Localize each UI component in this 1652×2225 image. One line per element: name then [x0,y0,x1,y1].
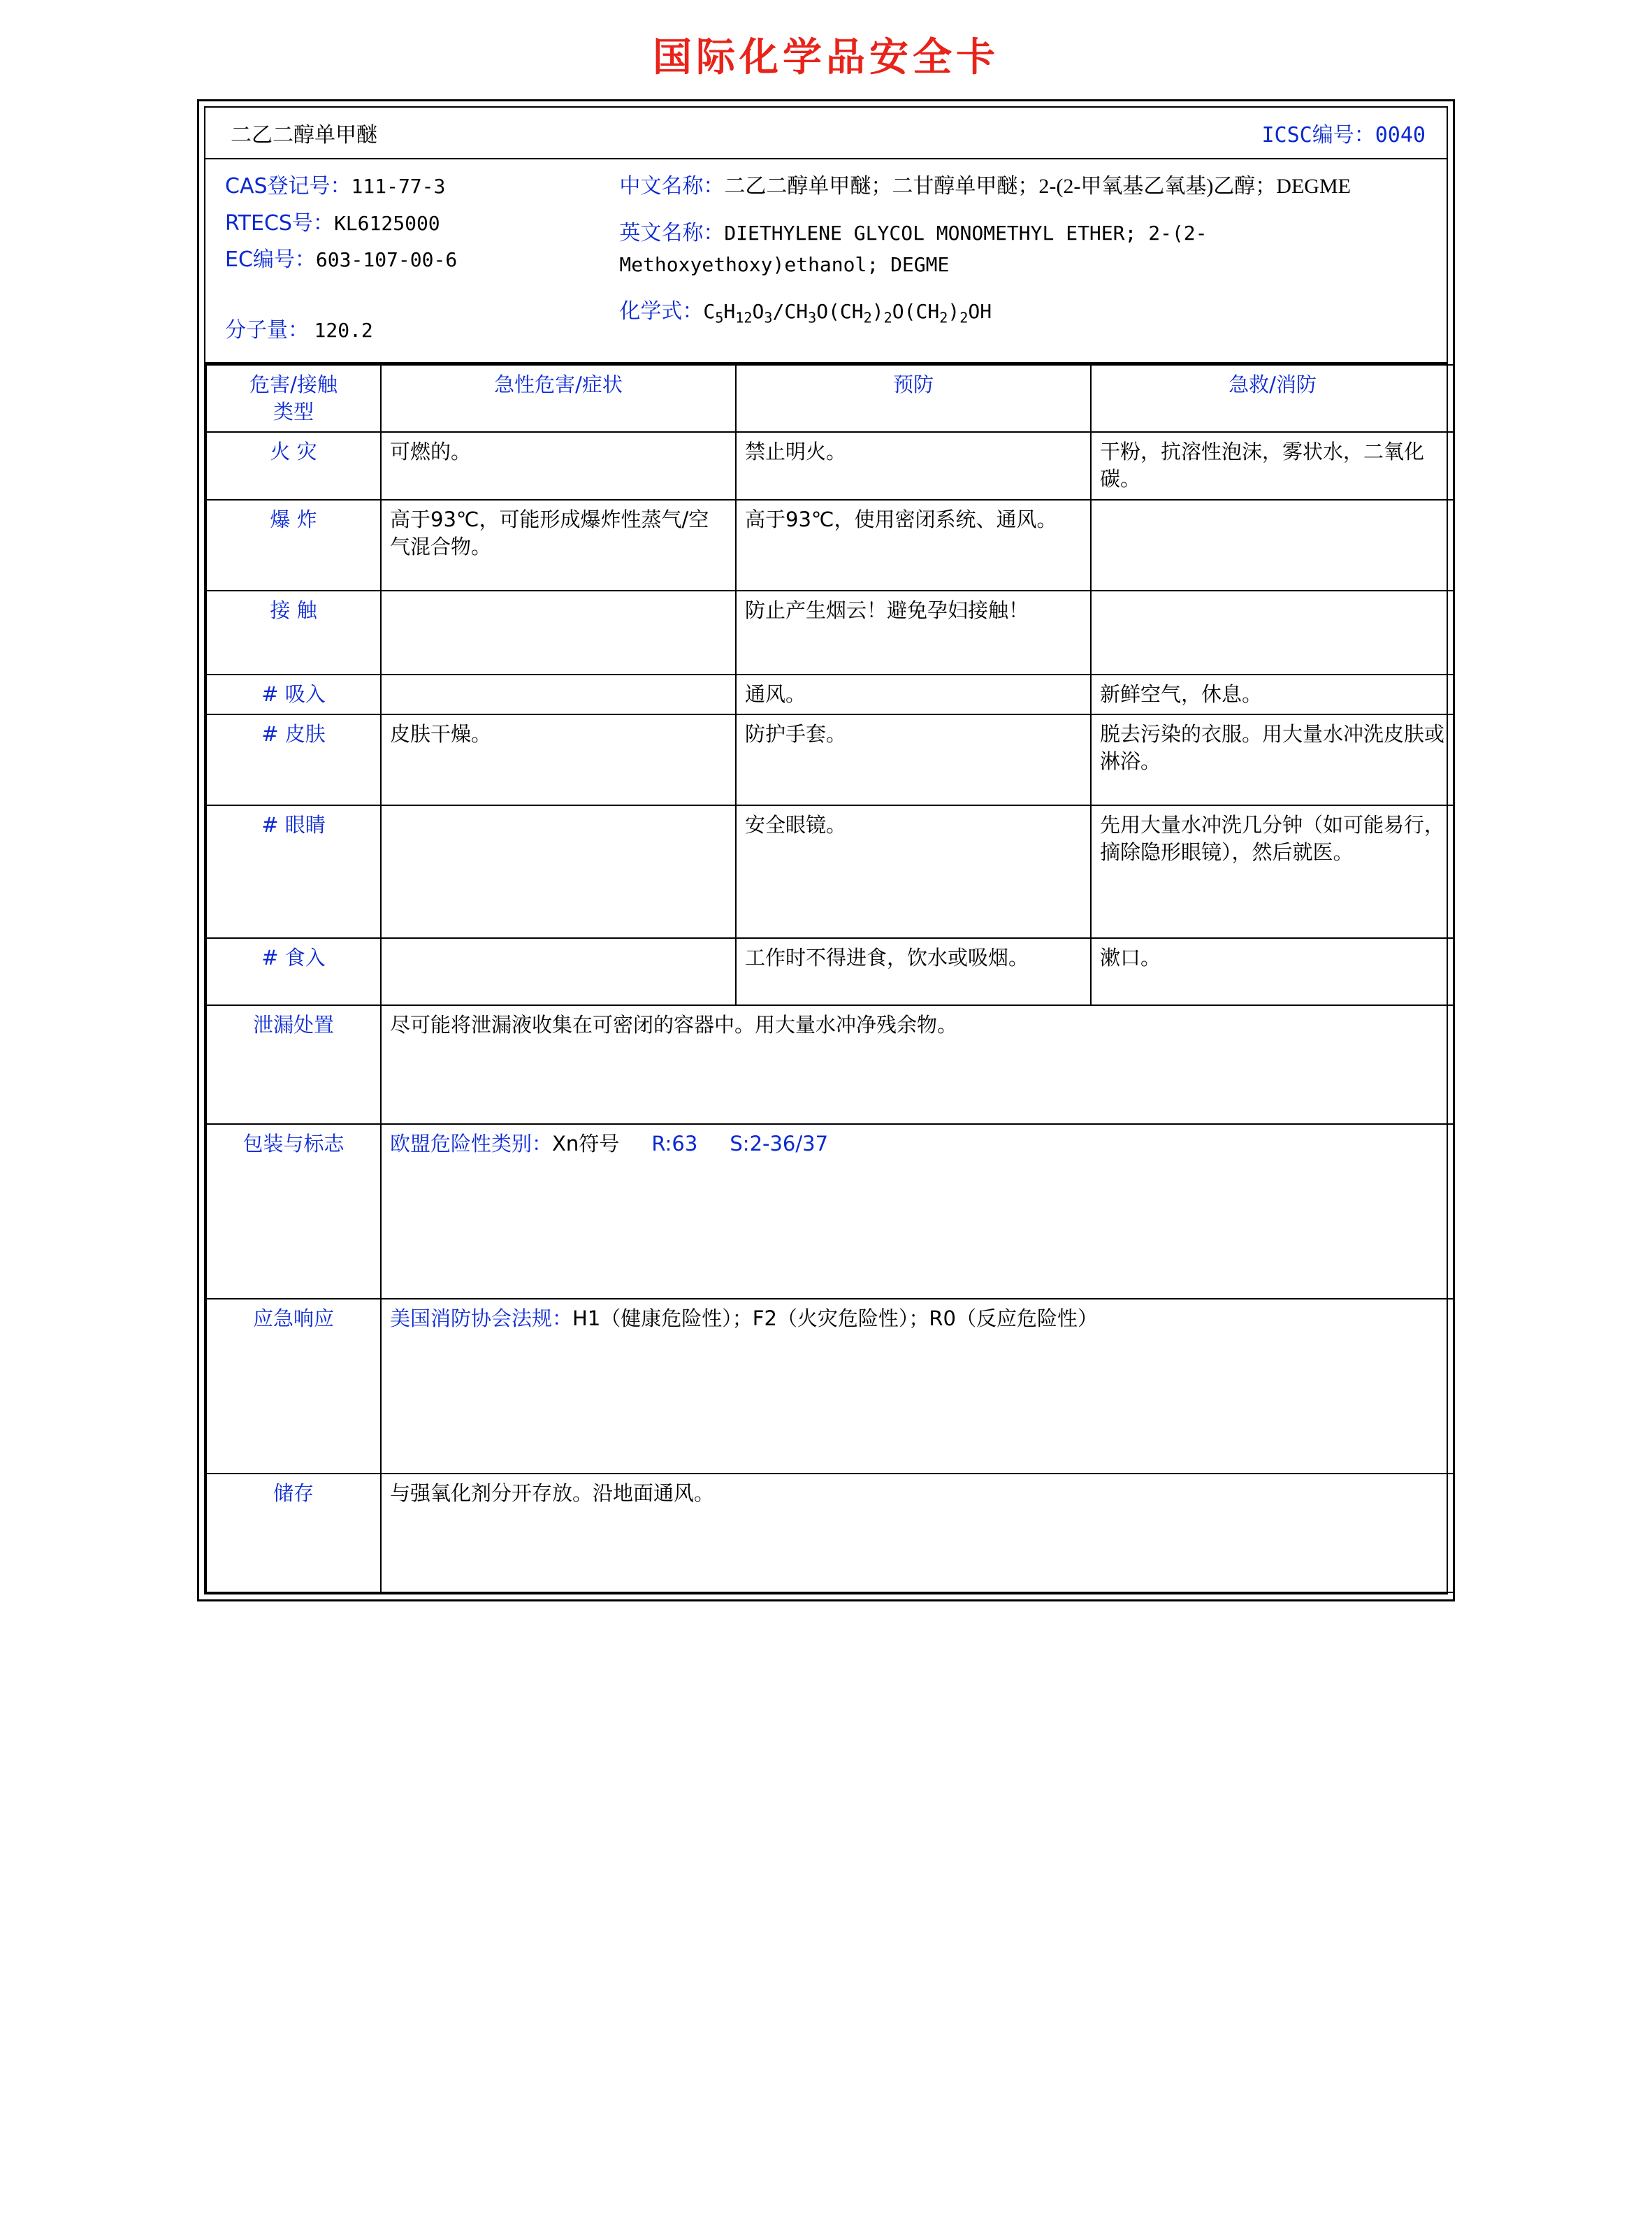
table-row [206,500,1454,591]
cell-explosion-symptoms: 高于93℃，可能形成爆炸性蒸气/空气混合物。 [381,500,736,591]
column-header-firstaid: 急救/消防 [1091,365,1454,432]
table-row-spill [206,1005,1454,1124]
cell-exposure-symptoms [381,591,736,675]
nfpa-value: H1（健康危险性）；F2（火灾危险性）；R0（反应危险性） [572,1306,1099,1330]
cell-eyes-symptoms [381,805,736,938]
hazards-table [205,364,1455,1593]
nfpa-label: 美国消防协会法规： [390,1306,573,1330]
safety-card-frame [197,99,1455,1601]
chinese-name-label: 中文名称： [619,174,725,199]
molecular-weight-label: 分子量： [225,317,309,343]
s-phrases: S:2-36/37 [730,1131,829,1155]
cell-explosion-prevention: 高于93℃，使用密闭系统、通风。 [736,500,1091,591]
r-phrases: R:63 [651,1131,698,1155]
row-label-fire: 火 灾 [206,432,381,499]
row-label-inhalation: # 吸入 [206,675,381,714]
cell-fire-symptoms: 可燃的。 [381,432,736,499]
cell-inhalation-symptoms [381,675,736,714]
cell-eyes-firstaid: 先用大量水冲洗几分钟（如可能易行，摘除隐形眼镜），然后就医。 [1091,805,1454,938]
identification-left [205,159,615,358]
table-row-emergency [206,1299,1454,1474]
cell-skin-prevention: 防护手套。 [736,714,1091,805]
chinese-name-value: 二乙二醇单甲醚；二甘醇单甲醚；2-(2-甲氧基乙氧基)乙醇；DEGME [724,175,1351,198]
row-label-exposure: 接 触 [206,591,381,675]
icsc-number-block [1255,108,1447,158]
cell-fire-firstaid: 干粉，抗溶性泡沫，雾状水，二氧化碳。 [1091,432,1454,499]
table-row [206,805,1454,938]
table-row-packaging [206,1124,1454,1299]
row-label-emergency: 应急响应 [206,1299,381,1474]
rtecs-value: KL6125000 [333,211,440,235]
cas-label: CAS登记号： [225,174,352,199]
formula-value: $C_5H_{12}O_3/CH_3O(CH_2)_2O(CH_2)_2OH$ [703,300,992,326]
cell-emergency-text [381,1299,1454,1474]
eu-class-value: Xn符号 [552,1131,620,1155]
column-header-type-line2: 类型 [273,400,314,424]
cell-explosion-firstaid [1091,500,1454,591]
row-label-eyes: # 眼睛 [206,805,381,938]
english-name-value: DIETHYLENE GLYCOL MONOMETHYL ETHER; 2-(2-Methoxyethoxy)ethanol; DEGME [619,222,1208,276]
cell-ingestion-symptoms [381,938,736,1005]
row-label-explosion: 爆 炸 [206,500,381,591]
cell-exposure-firstaid [1091,591,1454,675]
cell-skin-symptoms: 皮肤干燥。 [381,714,736,805]
row-label-spill: 泄漏处置 [206,1005,381,1124]
cell-eyes-prevention: 安全眼镜。 [736,805,1091,938]
column-header-type [206,365,381,432]
cell-inhalation-firstaid: 新鲜空气，休息。 [1091,675,1454,714]
table-row [206,714,1454,805]
cell-inhalation-prevention: 通风。 [736,675,1091,714]
cas-value: 111-77-3 [351,175,446,198]
cas-row [225,171,608,203]
ec-label: EC编号： [225,247,316,272]
ec-value: 603-107-00-6 [315,248,458,271]
identification-right [615,159,1447,358]
column-header-type-line1: 危害/接触 [249,373,338,396]
table-row [206,591,1454,675]
cell-ingestion-prevention: 工作时不得进食，饮水或吸烟。 [736,938,1091,1005]
cell-skin-firstaid: 脱去污染的衣服。用大量水冲洗皮肤或淋浴。 [1091,714,1454,805]
rtecs-label: RTECS号： [225,210,334,236]
safety-card-inner-frame [204,106,1448,1594]
table-row [206,938,1454,1005]
english-name-row [619,217,1428,280]
cell-storage-text: 与强氧化剂分开存放。沿地面通风。 [381,1474,1454,1592]
formula-row [619,296,1428,329]
cell-ingestion-firstaid: 漱口。 [1091,938,1454,1005]
molecular-weight-value: 120.2 [314,318,373,342]
page-bottom-spacer [0,1601,1652,1685]
molecular-weight-row [225,315,608,347]
identification-spacer [225,281,608,315]
row-label-packaging: 包装与标志 [206,1124,381,1299]
cell-fire-prevention: 禁止明火。 [736,432,1091,499]
row-label-storage: 储存 [206,1474,381,1592]
table-row [206,432,1454,499]
row-label-skin: # 皮肤 [206,714,381,805]
table-row-storage [206,1474,1454,1592]
column-header-prevention: 预防 [736,365,1091,432]
page-title: 国际化学品安全卡 [653,35,999,80]
icsc-number: 0040 [1375,123,1426,147]
eu-class-label: 欧盟危险性类别： [390,1131,553,1155]
column-header-symptoms: 急性危害/症状 [381,365,736,432]
cell-spill-text: 尽可能将泄漏液收集在可密闭的容器中。用大量水冲净残余物。 [381,1005,1454,1124]
substance-name: 二乙二醇单甲醚 [231,123,377,147]
formula-label: 化学式： [619,299,704,324]
row-label-ingestion: # 食入 [206,938,381,1005]
table-row [206,675,1454,714]
ec-row [225,244,608,277]
rtecs-row [225,208,608,240]
table-header-row [206,365,1454,432]
card-header [205,108,1447,159]
chinese-name-row [619,171,1428,202]
identification-block [205,159,1447,364]
cell-packaging-text [381,1124,1454,1299]
icsc-label: ICSC编号： [1261,123,1375,147]
english-name-label: 英文名称： [619,221,725,245]
cell-exposure-prevention: 防止产生烟云！避免孕妇接触！ [736,591,1091,675]
